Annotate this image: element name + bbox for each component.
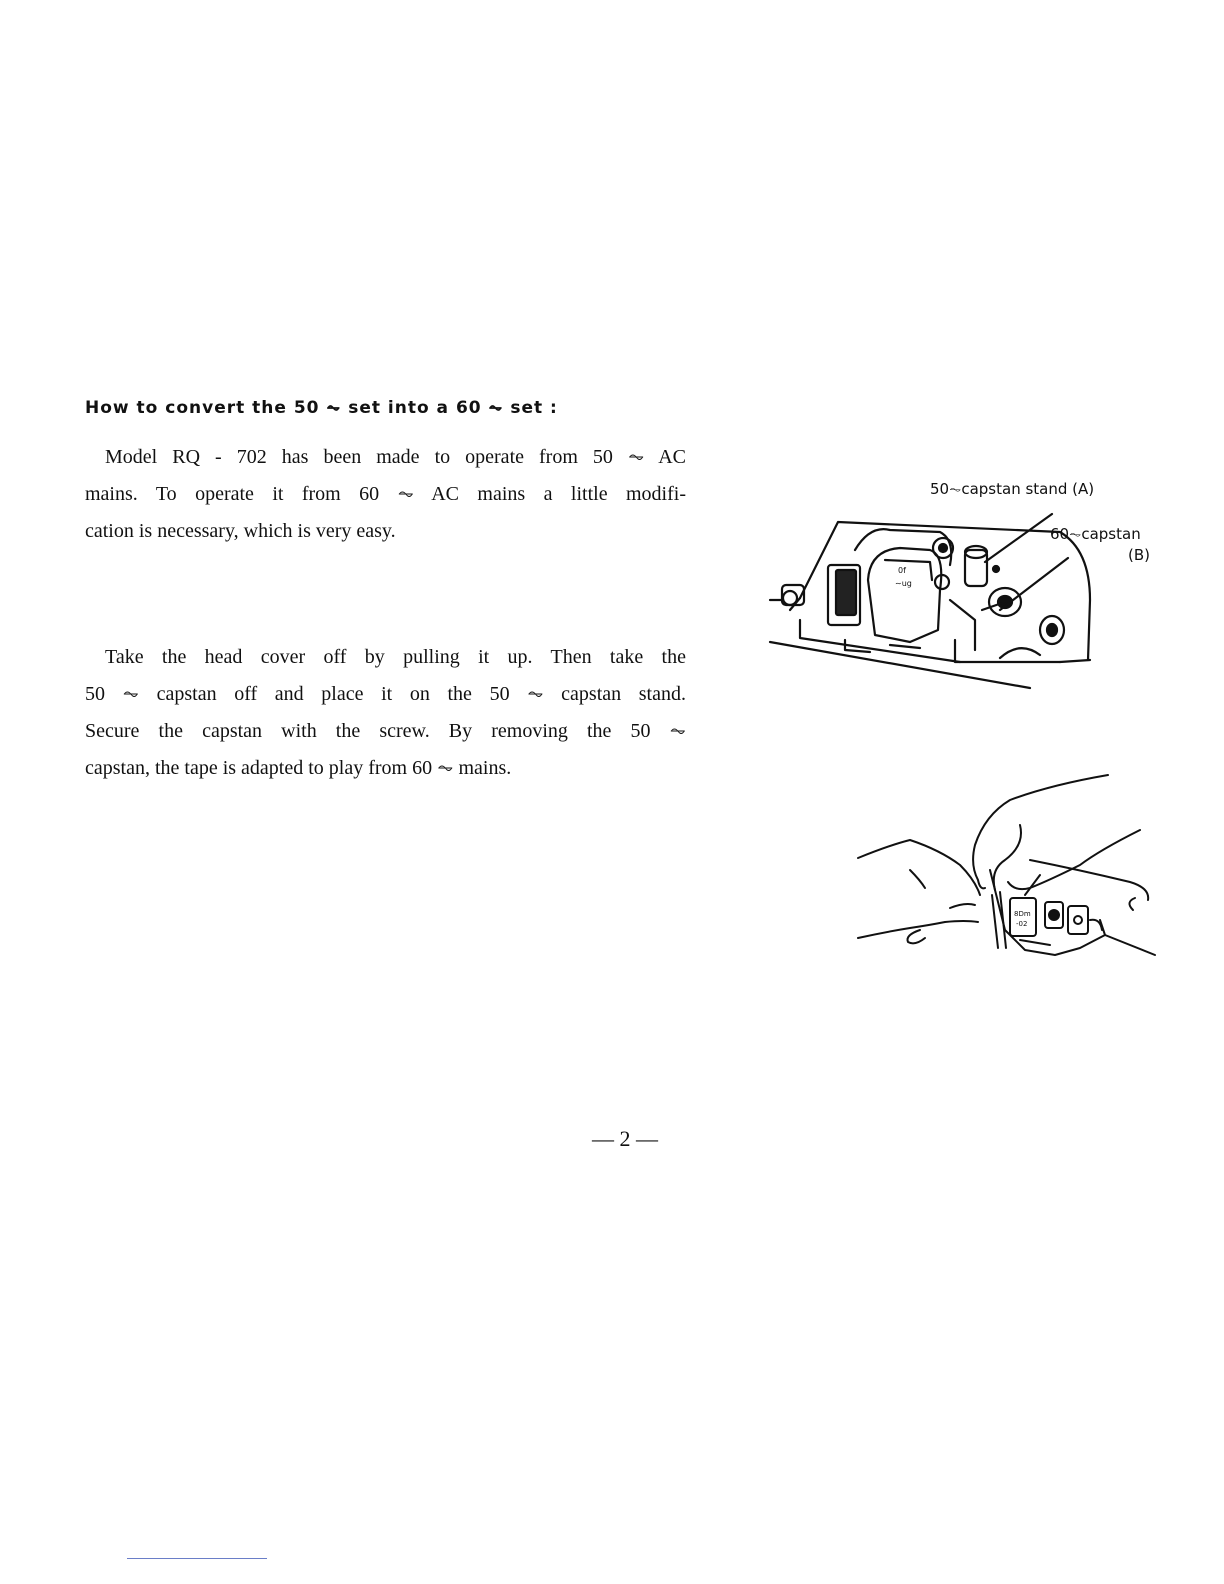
hands-removing-capstan-illustration xyxy=(850,770,1160,980)
paragraph-line: Model RQ - 702 has been made to operate from 50 ⏦ AC xyxy=(105,446,686,468)
section-heading: How to convert the 50 ⏦ set into a 60 ⏦ set : xyxy=(85,398,558,418)
paragraph-line: cation is necessary, which is very easy. xyxy=(85,520,396,542)
footnote-divider xyxy=(127,1558,267,1559)
label-capstan-stand-a: 50⏦capstan stand (A) xyxy=(930,480,1095,498)
svg-text:8Dm: 8Dm xyxy=(1014,910,1031,918)
page-number: — 2 — xyxy=(592,1126,658,1151)
label-capstan-b: 60⏦capstan xyxy=(1050,525,1141,543)
svg-text:∼ug: ∼ug xyxy=(895,579,912,588)
svg-text:-02: -02 xyxy=(1016,920,1028,928)
paragraph-line: mains. To operate it from 60 ⏦ AC mains a little modifi- xyxy=(85,483,686,505)
paragraph-instructions xyxy=(85,639,686,787)
paragraph-line: Take the head cover off by pulling it up. Then take the xyxy=(105,646,686,668)
paragraph-intro xyxy=(85,439,686,550)
label-capstan-b-letter: (B) xyxy=(1128,546,1150,564)
paragraph-line: Secure the capstan with the screw. By removing the 50 ⏦ xyxy=(85,720,686,742)
capstan-stand-illustration xyxy=(760,470,1180,710)
paragraph-line: capstan, the tape is adapted to play from 60 ⏦ mains. xyxy=(85,757,512,779)
hands-drawing xyxy=(850,770,1160,980)
svg-text:0f: 0f xyxy=(898,566,906,575)
tape-deck-drawing xyxy=(760,470,1180,710)
paragraph-line: 50 ⏦ capstan off and place it on the 50 ⏦ capstan stand. xyxy=(85,683,686,705)
